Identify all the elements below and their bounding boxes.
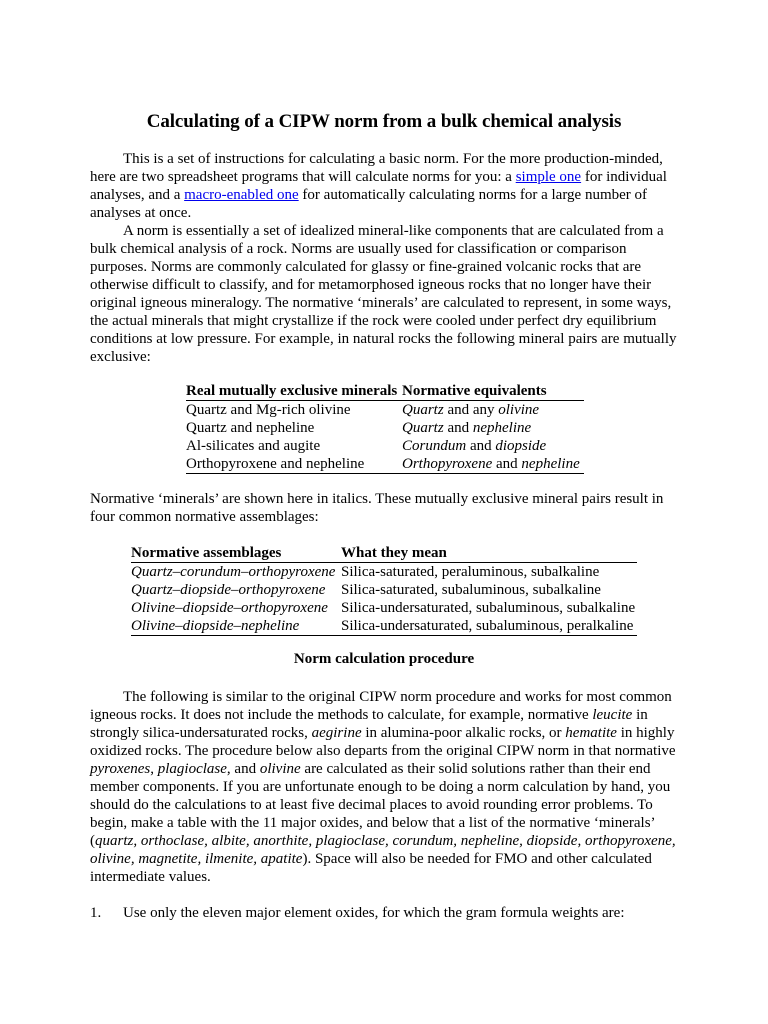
meaning-cell: Silica-undersaturated, subaluminous, peralkaline — [341, 617, 637, 636]
simple-one-link[interactable]: simple one — [515, 169, 582, 185]
assemblages-table — [131, 544, 637, 636]
table2-header-assemblage: Normative assemblages — [131, 544, 341, 563]
real-minerals-cell: Al-silicates and augite — [186, 438, 321, 454]
real-minerals-cell: Quartz and nepheline — [186, 420, 315, 436]
table-row — [186, 419, 584, 437]
procedure-paragraph: The following is similar to the original CIPW norm procedure and works for most common igneous rocks. It does not include the methods to calculate, for example, normative leucite in strongly silica-undersaturated rocks, aegirine in alumina-poor alkalic rocks, or hematite in highly oxidized rocks. The procedure below also departs from the original CIPW norm in that normative pyroxenes, plagioclase, and olivine are calculated as their solid solutions rather than their end member components. If you are unfortunate enough to be doing a norm calculation by hand, you should do the calculations to at least five decimal places to avoid rounding error problems. To begin, make a table with the 11 major oxides, and below that a list of the normative ‘minerals’ (quartz, orthoclase, albite, anorthite, plagioclase, corundum, nepheline, diopside, orthopyroxene, olivine, magnetite, ilmenite, apatite). Space will also be needed for FMO and other calculated intermediate values. — [90, 689, 676, 885]
intro-text: This is a set of instructions for calculating a basic norm. For the more production-minded, here are two spreadsheet programs that will calculate norms for you: a — [90, 151, 663, 185]
normative-cell: Quartz and any olivine — [402, 402, 540, 418]
assemblage-cell: Quartz–corundum–orthopyroxene — [131, 564, 336, 580]
meaning-cell: Silica-undersaturated, subaluminous, subalkaline — [341, 600, 636, 616]
table-row — [131, 581, 637, 599]
intro-text: for individual analyses, and a — [90, 169, 667, 203]
intro-paragraph-1 — [90, 150, 680, 222]
macro-enabled-one-link[interactable]: macro-enabled one — [184, 187, 299, 203]
meaning-cell: Silica-saturated, subaluminous, subalkaline — [341, 582, 601, 598]
step-1 — [90, 904, 625, 922]
table-row — [186, 437, 584, 455]
table2-header-meaning: What they mean — [341, 544, 637, 563]
section-heading: Norm calculation procedure — [293, 651, 475, 667]
table-row — [186, 455, 584, 474]
table1-header-real: Real mutually exclusive minerals — [186, 382, 402, 401]
normative-cell: Orthopyroxene and nepheline — [402, 455, 584, 474]
table-row — [131, 617, 637, 636]
table-row — [186, 401, 584, 420]
real-minerals-cell: Orthopyroxene and nepheline — [186, 455, 402, 474]
step-number: 1. — [90, 905, 102, 921]
assemblage-cell: Olivine–diopside–orthopyroxene — [131, 600, 328, 616]
real-minerals-cell: Quartz and Mg-rich olivine — [186, 402, 351, 418]
intro-text: for automatically calculating norms for a large number of analyses at once. — [90, 187, 648, 221]
assemblage-cell: Quartz–diopside–orthopyroxene — [131, 582, 326, 598]
document-title: Calculating of a CIPW norm from a bulk chemical analysis — [146, 111, 622, 132]
normative-cell: Quartz and nepheline — [402, 420, 532, 436]
intro-paragraph-2: A norm is essentially a set of idealized mineral-like components that are calculated from a bulk chemical analysis of a rock. Norms are usually used for classification or comparison purposes. Norms are commonly calculated for glassy or fine-grained volcanic rocks that are otherwise difficult to classify, and for metamorphosed igneous rocks that no longer have their original igneous mineralogy. The normative ‘minerals’ are calculated to represent, in some ways, the actual minerals that might crystallize if the rock were cooled under perfect dry equilibrium conditions at low pressure. For example, in natural rocks the following mineral pairs are mutually exclusive: — [90, 223, 677, 365]
assemblage-cell: Olivine–diopside–nepheline — [131, 617, 341, 636]
normative-cell: Corundum and diopside — [402, 438, 547, 454]
table1-header-normative: Normative equivalents — [402, 382, 584, 401]
step-text: Use only the eleven major element oxides, for which the gram formula weights are: — [123, 905, 625, 921]
mid-paragraph: Normative ‘minerals’ are shown here in italics. These mutually exclusive mineral pairs result in four common normative assemblages: — [90, 491, 664, 525]
table-row — [131, 563, 637, 582]
table-row — [131, 599, 637, 617]
meaning-cell: Silica-saturated, peraluminous, subalkaline — [341, 564, 600, 580]
mineral-pairs-table — [186, 382, 584, 474]
